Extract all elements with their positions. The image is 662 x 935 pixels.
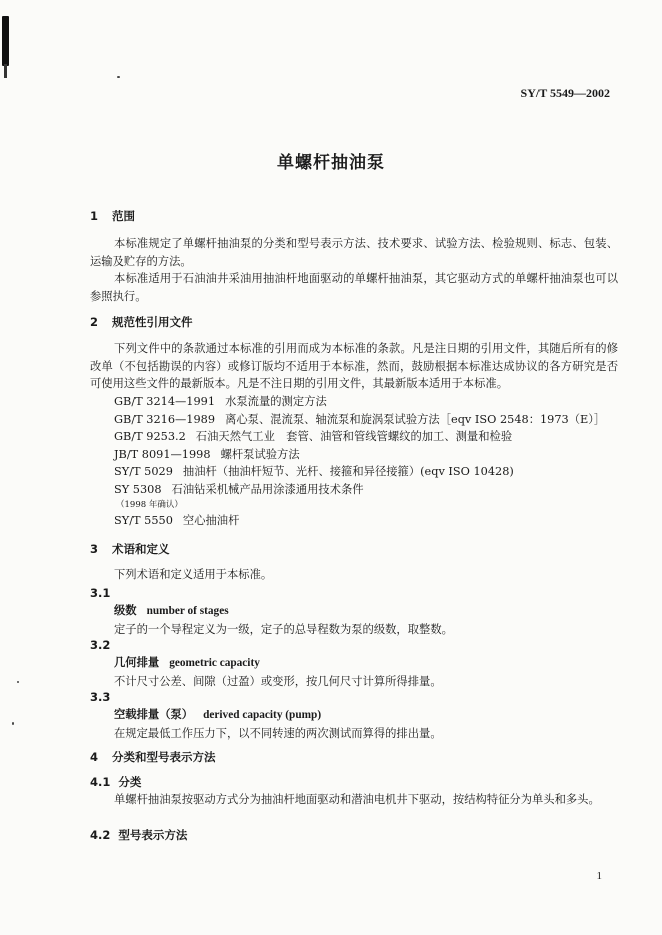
term-3-3 (90, 688, 618, 742)
term-definition: 不计尺寸公差、间隙（过盈）或变形，按几何尺寸计算所得排量。 (114, 674, 442, 688)
term-en: derived capacity (pump) (203, 709, 322, 721)
section-number: 2 (90, 315, 99, 329)
section-number: 1 (90, 209, 99, 223)
reference-code: GB/T 3216—1989 (114, 412, 216, 426)
section-1 (90, 206, 618, 226)
term-3-2 (90, 636, 618, 690)
reference-title: 离心泵、混流泵、轴流泵和旋涡泵试验方法［eqv ISO 2548：1973（E）］ (225, 412, 606, 426)
section-title: 术语和定义 (112, 542, 170, 556)
scan-edge-mark (4, 64, 7, 78)
term-number: 3.3 (90, 690, 111, 704)
reference-item (90, 446, 618, 464)
section-2 (90, 312, 618, 332)
reference-title: 螺杆泵试验方法 (220, 447, 300, 461)
subsection-title: 型号表示方法 (118, 828, 188, 842)
reference-title: 石油天然气工业 套管、油管和管线管螺纹的加工、测量和检验 (195, 430, 513, 443)
section-heading (90, 312, 618, 332)
subsection-title: 分类 (118, 775, 142, 789)
term-number: 3.1 (90, 586, 111, 600)
subsection-heading (90, 826, 618, 844)
term-heading (90, 706, 618, 725)
page-number: 1 (596, 870, 602, 882)
paragraph: 本标准适用于石油油井采油用抽油杆地面驱动的单螺杆抽油泵，其它驱动方式的单螺杆抽油泵也可以参照执行。 (90, 272, 618, 303)
subsection-4-1 (90, 773, 618, 809)
scan-speck (12, 722, 14, 725)
subsection-number: 4.2 (90, 828, 111, 842)
paragraph: 下列文件中的条款通过本标准的引用而成为本标准的条款。凡是注日期的引用文件，其随后所有的修改单（不包括勘误的内容）或修订版均不适用于本标准，然而，鼓励根据本标准达成协议的各方研究是否可使用这些文件的最新版本。凡是不注日期的引用文件，其最新版本适用于本标准。 (90, 342, 618, 390)
subsection-number: 4.1 (90, 775, 111, 789)
subsection-heading (90, 773, 618, 791)
section-number: 3 (90, 542, 99, 556)
section-title: 分类和型号表示方法 (112, 750, 216, 764)
term-number: 3.2 (90, 638, 111, 652)
reference-title: 石油钻采机械产品用涂漆通用技术条件 (171, 482, 364, 496)
term-en: number of stages (146, 605, 229, 617)
reference-title: 水泵流量的测定方法 (225, 395, 327, 408)
term-3-1 (90, 584, 618, 638)
reference-code: GB/T 9253.2 (114, 430, 186, 443)
term-heading (90, 602, 618, 621)
reference-code: JB/T 8091—1998 (114, 447, 211, 461)
reference-code: SY 5308 (114, 482, 162, 496)
standard-number: SY/T 5549—2002 (520, 86, 610, 100)
section-title: 范围 (112, 209, 135, 223)
reference-item (90, 481, 618, 499)
section-heading (90, 539, 618, 559)
reference-title: 空心抽油杆 (182, 514, 240, 527)
page-title: 单螺杆抽油泵 (277, 153, 385, 173)
paragraph: 单螺杆抽油泵按驱动方式分为抽油杆地面驱动和潜油电机井下驱动，按结构特征分为单头和多头。 (114, 793, 600, 806)
reference-item (90, 463, 618, 481)
reference-title: 抽油杆（抽油杆短节、光杆、接箍和异径接箍）(eqv ISO 10428) (182, 465, 514, 478)
section-heading (90, 206, 618, 226)
reference-code: SY/T 5550 (114, 514, 173, 527)
term-cn: 几何排量 (114, 655, 160, 669)
section-1-body (90, 235, 618, 305)
term-en: geometric capacity (169, 657, 260, 669)
reference-item (90, 393, 618, 411)
term-cn: 空载排量（泵） (114, 707, 194, 721)
reference-code: SY/T 5029 (114, 465, 173, 478)
section-title: 规范性引用文件 (112, 315, 193, 329)
reference-note: （1998 年确认） (116, 500, 183, 510)
section-heading (90, 747, 618, 767)
paragraph: 本标准规定了单螺杆抽油泵的分类和型号表示方法、技术要求、试验方法、检验规则、标志、包装、运输及贮存的方法。 (90, 237, 618, 268)
reference-item (90, 428, 618, 446)
term-cn: 级数 (114, 603, 137, 617)
section-3-body (90, 566, 618, 584)
reference-list (90, 393, 618, 530)
paragraph: 下列术语和定义适用于本标准。 (114, 568, 273, 581)
term-definition: 在规定最低工作压力下，以不同转速的两次测试而算得的排出量。 (114, 726, 442, 740)
term-heading (90, 654, 618, 673)
reference-code: GB/T 3214—1991 (114, 395, 216, 408)
term-definition: 定子的一个导程定义为一级，定子的总导程数为泵的级数，取整数。 (114, 622, 453, 636)
scan-speck (17, 681, 19, 683)
subsection-4-2 (90, 826, 618, 844)
reference-item (90, 411, 618, 429)
section-4 (90, 747, 618, 767)
section-number: 4 (90, 750, 99, 764)
scan-edge-mark (2, 16, 9, 66)
section-2-body (90, 340, 618, 393)
section-3 (90, 539, 618, 559)
reference-item (90, 512, 618, 530)
scan-speck (117, 76, 120, 78)
